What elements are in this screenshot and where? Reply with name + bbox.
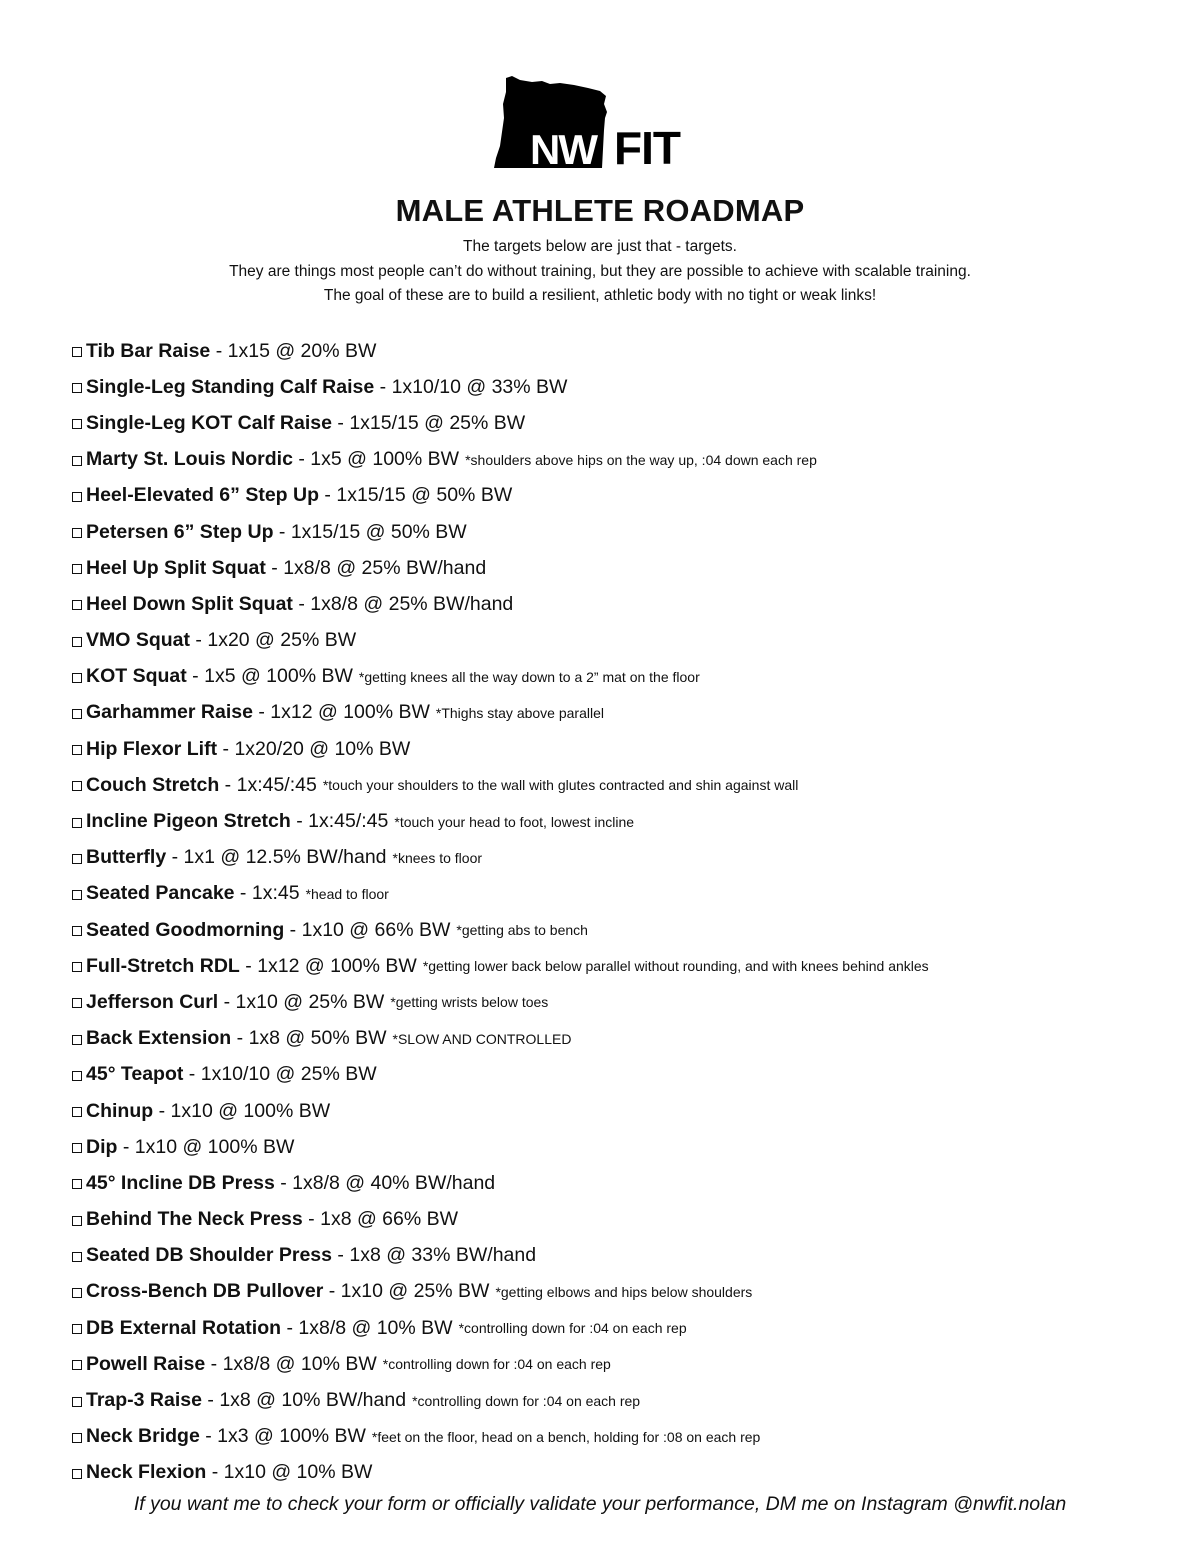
exercise-separator: -: [239, 954, 258, 977]
checkbox-icon[interactable]: [72, 1469, 82, 1479]
exercise-target: 1x:45/:45: [308, 810, 389, 833]
exercise-separator: -: [265, 556, 284, 579]
exercise-note: *touch your shoulders to the wall with glutes contracted and shin against wall: [322, 777, 799, 794]
exercise-item: [72, 1129, 1172, 1165]
exercise-separator: -: [290, 810, 309, 833]
exercise-target: 1x10 @ 100% BW: [134, 1135, 295, 1158]
intro-line: The targets below are just that - targets.: [463, 238, 737, 255]
exercise-name: Single-Leg KOT Calf Raise: [86, 411, 332, 434]
exercise-name: KOT Squat: [86, 665, 187, 688]
exercise-item: [72, 1021, 1172, 1057]
exercise-target: 1x15/15 @ 50% BW: [336, 484, 513, 507]
exercise-item: [72, 369, 1172, 405]
exercise-item: [72, 1455, 1172, 1491]
exercise-item: [72, 984, 1172, 1020]
checkbox-icon[interactable]: [72, 818, 82, 828]
exercise-target: 1x:45/:45: [236, 773, 317, 796]
exercise-note: *getting knees all the way down to a 2” mat on the floor: [358, 668, 700, 685]
exercise-item: [72, 1346, 1172, 1382]
exercise-item: [72, 478, 1172, 514]
page-title: MALE ATHLETE ROADMAP: [395, 193, 805, 228]
exercise-target: 1x15/15 @ 25% BW: [349, 411, 526, 434]
exercise-item: [72, 912, 1172, 948]
exercise-item: [72, 1382, 1172, 1418]
logo-text-fit: FIT: [614, 122, 680, 172]
exercise-separator: -: [292, 592, 311, 615]
exercise-separator: -: [166, 846, 184, 869]
exercise-name: Heel-Elevated 6” Step Up: [86, 484, 319, 507]
exercise-target: 1x8/8 @ 10% BW: [222, 1352, 377, 1375]
exercise-target: 1x10/10 @ 25% BW: [200, 1063, 377, 1086]
exercise-item: [72, 442, 1172, 478]
exercise-separator: -: [323, 1280, 341, 1303]
checkbox-icon[interactable]: [72, 1252, 82, 1262]
exercise-target: 1x5 @ 100% BW: [310, 448, 460, 471]
exercise-name: Heel Down Split Squat: [86, 592, 293, 615]
exercise-target: 1x10 @ 10% BW: [223, 1461, 373, 1484]
exercise-target: 1x12 @ 100% BW: [257, 954, 417, 977]
exercise-note: *feet on the floor, head on a bench, holding for :08 on each rep: [371, 1428, 761, 1445]
exercise-item: [72, 659, 1172, 695]
exercise-separator: -: [205, 1352, 223, 1375]
exercise-target: 1x1 @ 12.5% BW/hand: [183, 846, 387, 869]
exercise-note: *head to floor: [305, 885, 389, 902]
exercise-target: 1x:45: [251, 882, 300, 905]
exercise-name: DB External Rotation: [86, 1316, 282, 1339]
exercise-name: Full-Stretch RDL: [86, 954, 240, 977]
exercise-separator: -: [234, 882, 252, 905]
exercise-separator: -: [374, 375, 392, 398]
exercise-target: 1x10 @ 66% BW: [301, 918, 451, 941]
exercise-note: *shoulders above hips on the way up, :04 down each rep: [465, 451, 817, 468]
exercise-checklist: [72, 333, 1172, 1491]
exercise-separator: -: [231, 1027, 249, 1050]
exercise-target: 1x10 @ 25% BW: [235, 990, 385, 1013]
exercise-target: 1x8/8 @ 40% BW/hand: [292, 1171, 496, 1194]
exercise-name: Powell Raise: [86, 1352, 206, 1375]
checkbox-icon[interactable]: [72, 347, 82, 357]
exercise-name: Garhammer Raise: [86, 701, 253, 724]
exercise-item: [72, 514, 1172, 550]
exercise-target: 1x8 @ 10% BW/hand: [219, 1389, 407, 1412]
exercise-target: 1x20 @ 25% BW: [207, 629, 357, 652]
exercise-name: Neck Bridge: [86, 1425, 200, 1448]
checkbox-icon[interactable]: [72, 1397, 82, 1407]
checkbox-icon[interactable]: [72, 1288, 82, 1298]
exercise-target: 1x5 @ 100% BW: [204, 665, 353, 688]
exercise-name: Dip: [86, 1135, 118, 1158]
exercise-separator: -: [292, 448, 311, 471]
exercise-item: [72, 876, 1172, 912]
exercise-name: Cross-Bench DB Pullover: [86, 1280, 324, 1303]
exercise-name: Tib Bar Raise: [86, 339, 211, 362]
exercise-separator: -: [284, 918, 302, 941]
exercise-item: [72, 1093, 1172, 1129]
exercise-separator: -: [281, 1316, 299, 1339]
exercise-name: Single-Leg Standing Calf Raise: [86, 375, 375, 398]
exercise-name: Chinup: [86, 1099, 154, 1122]
exercise-item: [72, 1274, 1172, 1310]
intro-line: The goal of these are to build a resilient, athletic body with no tight or weak links!: [323, 287, 877, 304]
exercise-separator: -: [219, 773, 237, 796]
exercise-name: Incline Pigeon Stretch: [86, 810, 291, 833]
checkbox-icon[interactable]: [72, 492, 82, 502]
exercise-item: [72, 623, 1172, 659]
exercise-separator: -: [199, 1425, 218, 1448]
exercise-target: 1x10/10 @ 33% BW: [391, 375, 568, 398]
checkbox-icon[interactable]: [72, 673, 82, 683]
checkbox-icon[interactable]: [72, 709, 82, 719]
exercise-item: [72, 333, 1172, 369]
checkbox-icon[interactable]: [72, 1143, 82, 1153]
exercise-name: Petersen 6” Step Up: [86, 520, 274, 543]
exercise-separator: -: [117, 1135, 135, 1158]
exercise-target: 1x20/20 @ 10% BW: [234, 737, 411, 760]
exercise-item: [72, 1202, 1172, 1238]
exercise-item: [72, 1165, 1172, 1201]
exercise-separator: -: [206, 1461, 224, 1484]
exercise-name: Behind The Neck Press: [86, 1208, 303, 1231]
exercise-item: [72, 948, 1172, 984]
footer-note: If you want me to check your form or officially validate your performance, DM me on Instagram @nwfit.nolan: [133, 1493, 1067, 1515]
checkbox-icon[interactable]: [72, 998, 82, 1008]
exercise-name: Heel Up Split Squat: [86, 556, 266, 579]
checkbox-icon[interactable]: [72, 1216, 82, 1226]
exercise-name: Seated Goodmorning: [86, 918, 285, 941]
exercise-name: Butterfly: [86, 846, 167, 869]
exercise-item: [72, 695, 1172, 731]
checkbox-icon[interactable]: [72, 1324, 82, 1334]
exercise-note: *getting elbows and hips below shoulders: [495, 1283, 753, 1300]
exercise-separator: -: [210, 339, 228, 362]
exercise-target: 1x15/15 @ 50% BW: [290, 520, 467, 543]
intro-text: [0, 235, 1200, 309]
nwfit-logo: [490, 72, 705, 172]
exercise-target: 1x10 @ 100% BW: [170, 1099, 331, 1122]
exercise-item: [72, 731, 1172, 767]
exercise-target: 1x12 @ 100% BW: [270, 701, 430, 724]
exercise-item: [72, 1310, 1172, 1346]
exercise-name: Back Extension: [86, 1027, 232, 1050]
checkbox-icon[interactable]: [72, 854, 82, 864]
exercise-separator: -: [274, 1171, 293, 1194]
exercise-note: *getting wrists below toes: [390, 994, 549, 1011]
exercise-note: *controlling down for :04 on each rep: [382, 1356, 611, 1373]
exercise-item: [72, 1238, 1172, 1274]
checkbox-icon[interactable]: [72, 890, 82, 900]
exercise-separator: -: [252, 701, 271, 724]
exercise-target: 1x8/8 @ 10% BW: [298, 1316, 453, 1339]
exercise-item: [72, 550, 1172, 586]
exercise-name: Neck Flexion: [86, 1461, 207, 1484]
exercise-name: VMO Squat: [86, 629, 191, 652]
checkbox-icon[interactable]: [72, 1433, 82, 1443]
exercise-name: Hip Flexor Lift: [86, 737, 218, 760]
exercise-item: [72, 1057, 1172, 1093]
exercise-separator: -: [332, 1244, 350, 1267]
exercise-target: 1x3 @ 100% BW: [217, 1425, 366, 1448]
exercise-item: [72, 803, 1172, 839]
checkbox-icon[interactable]: [72, 528, 82, 538]
checkbox-icon[interactable]: [72, 419, 82, 429]
exercise-separator: -: [217, 737, 235, 760]
exercise-name: Seated DB Shoulder Press: [86, 1244, 332, 1267]
exercise-separator: -: [302, 1208, 321, 1231]
exercise-target: 1x10 @ 25% BW: [340, 1280, 490, 1303]
exercise-separator: -: [273, 520, 291, 543]
exercise-note: *getting lower back below parallel without rounding, and with knees behind ankles: [422, 958, 929, 975]
exercise-name: 45° Incline DB Press: [86, 1171, 275, 1194]
exercise-item: [72, 767, 1172, 803]
exercise-separator: -: [331, 411, 350, 434]
checkbox-icon[interactable]: [72, 456, 82, 466]
exercise-name: 45° Teapot: [86, 1063, 184, 1086]
exercise-separator: -: [190, 629, 208, 652]
exercise-target: 1x8 @ 66% BW: [320, 1208, 459, 1231]
exercise-item: [72, 405, 1172, 441]
checkbox-icon[interactable]: [72, 781, 82, 791]
exercise-note: *SLOW AND CONTROLLED: [392, 1030, 572, 1047]
exercise-separator: -: [153, 1099, 171, 1122]
exercise-name: Couch Stretch: [86, 773, 220, 796]
checkbox-icon[interactable]: [72, 637, 82, 647]
exercise-separator: -: [319, 484, 337, 507]
exercise-separator: -: [186, 665, 205, 688]
exercise-target: 1x8/8 @ 25% BW/hand: [310, 592, 514, 615]
exercise-target: 1x8 @ 33% BW/hand: [349, 1244, 537, 1267]
exercise-name: Jefferson Curl: [86, 990, 219, 1013]
checkbox-icon[interactable]: [72, 600, 82, 610]
exercise-target: 1x8 @ 50% BW: [248, 1027, 387, 1050]
exercise-note: *knees to floor: [392, 849, 483, 866]
exercise-separator: -: [201, 1389, 220, 1412]
checkbox-icon[interactable]: [72, 745, 82, 755]
intro-line: They are things most people can’t do without training, but they are possible to achieve with scalable training.: [229, 262, 971, 280]
exercise-item: [72, 840, 1172, 876]
exercise-note: *getting abs to bench: [456, 922, 588, 939]
exercise-note: *Thighs stay above parallel: [435, 704, 604, 721]
exercise-target: 1x8/8 @ 25% BW/hand: [283, 556, 487, 579]
checkbox-icon[interactable]: [72, 1035, 82, 1045]
checkbox-icon[interactable]: [72, 1179, 82, 1189]
checkbox-icon[interactable]: [72, 1071, 82, 1081]
exercise-separator: -: [218, 990, 236, 1013]
exercise-note: *controlling down for :04 on each rep: [412, 1392, 641, 1409]
exercise-note: *touch your head to foot, lowest incline: [394, 813, 635, 830]
checkbox-icon[interactable]: [72, 926, 82, 936]
checkbox-icon[interactable]: [72, 564, 82, 574]
exercise-note: *controlling down for :04 on each rep: [458, 1320, 687, 1337]
exercise-item: [72, 1419, 1172, 1455]
checkbox-icon[interactable]: [72, 383, 82, 393]
exercise-name: Marty St. Louis Nordic: [86, 448, 293, 471]
exercise-name: Trap-3 Raise: [86, 1389, 202, 1412]
checkbox-icon[interactable]: [72, 1360, 82, 1370]
exercise-separator: -: [183, 1063, 201, 1086]
checkbox-icon[interactable]: [72, 1107, 82, 1117]
exercise-name: Seated Pancake: [86, 882, 235, 905]
logo-text-nw: NW: [530, 126, 596, 172]
checkbox-icon[interactable]: [72, 962, 82, 972]
exercise-target: 1x15 @ 20% BW: [227, 339, 377, 362]
exercise-item: [72, 586, 1172, 622]
